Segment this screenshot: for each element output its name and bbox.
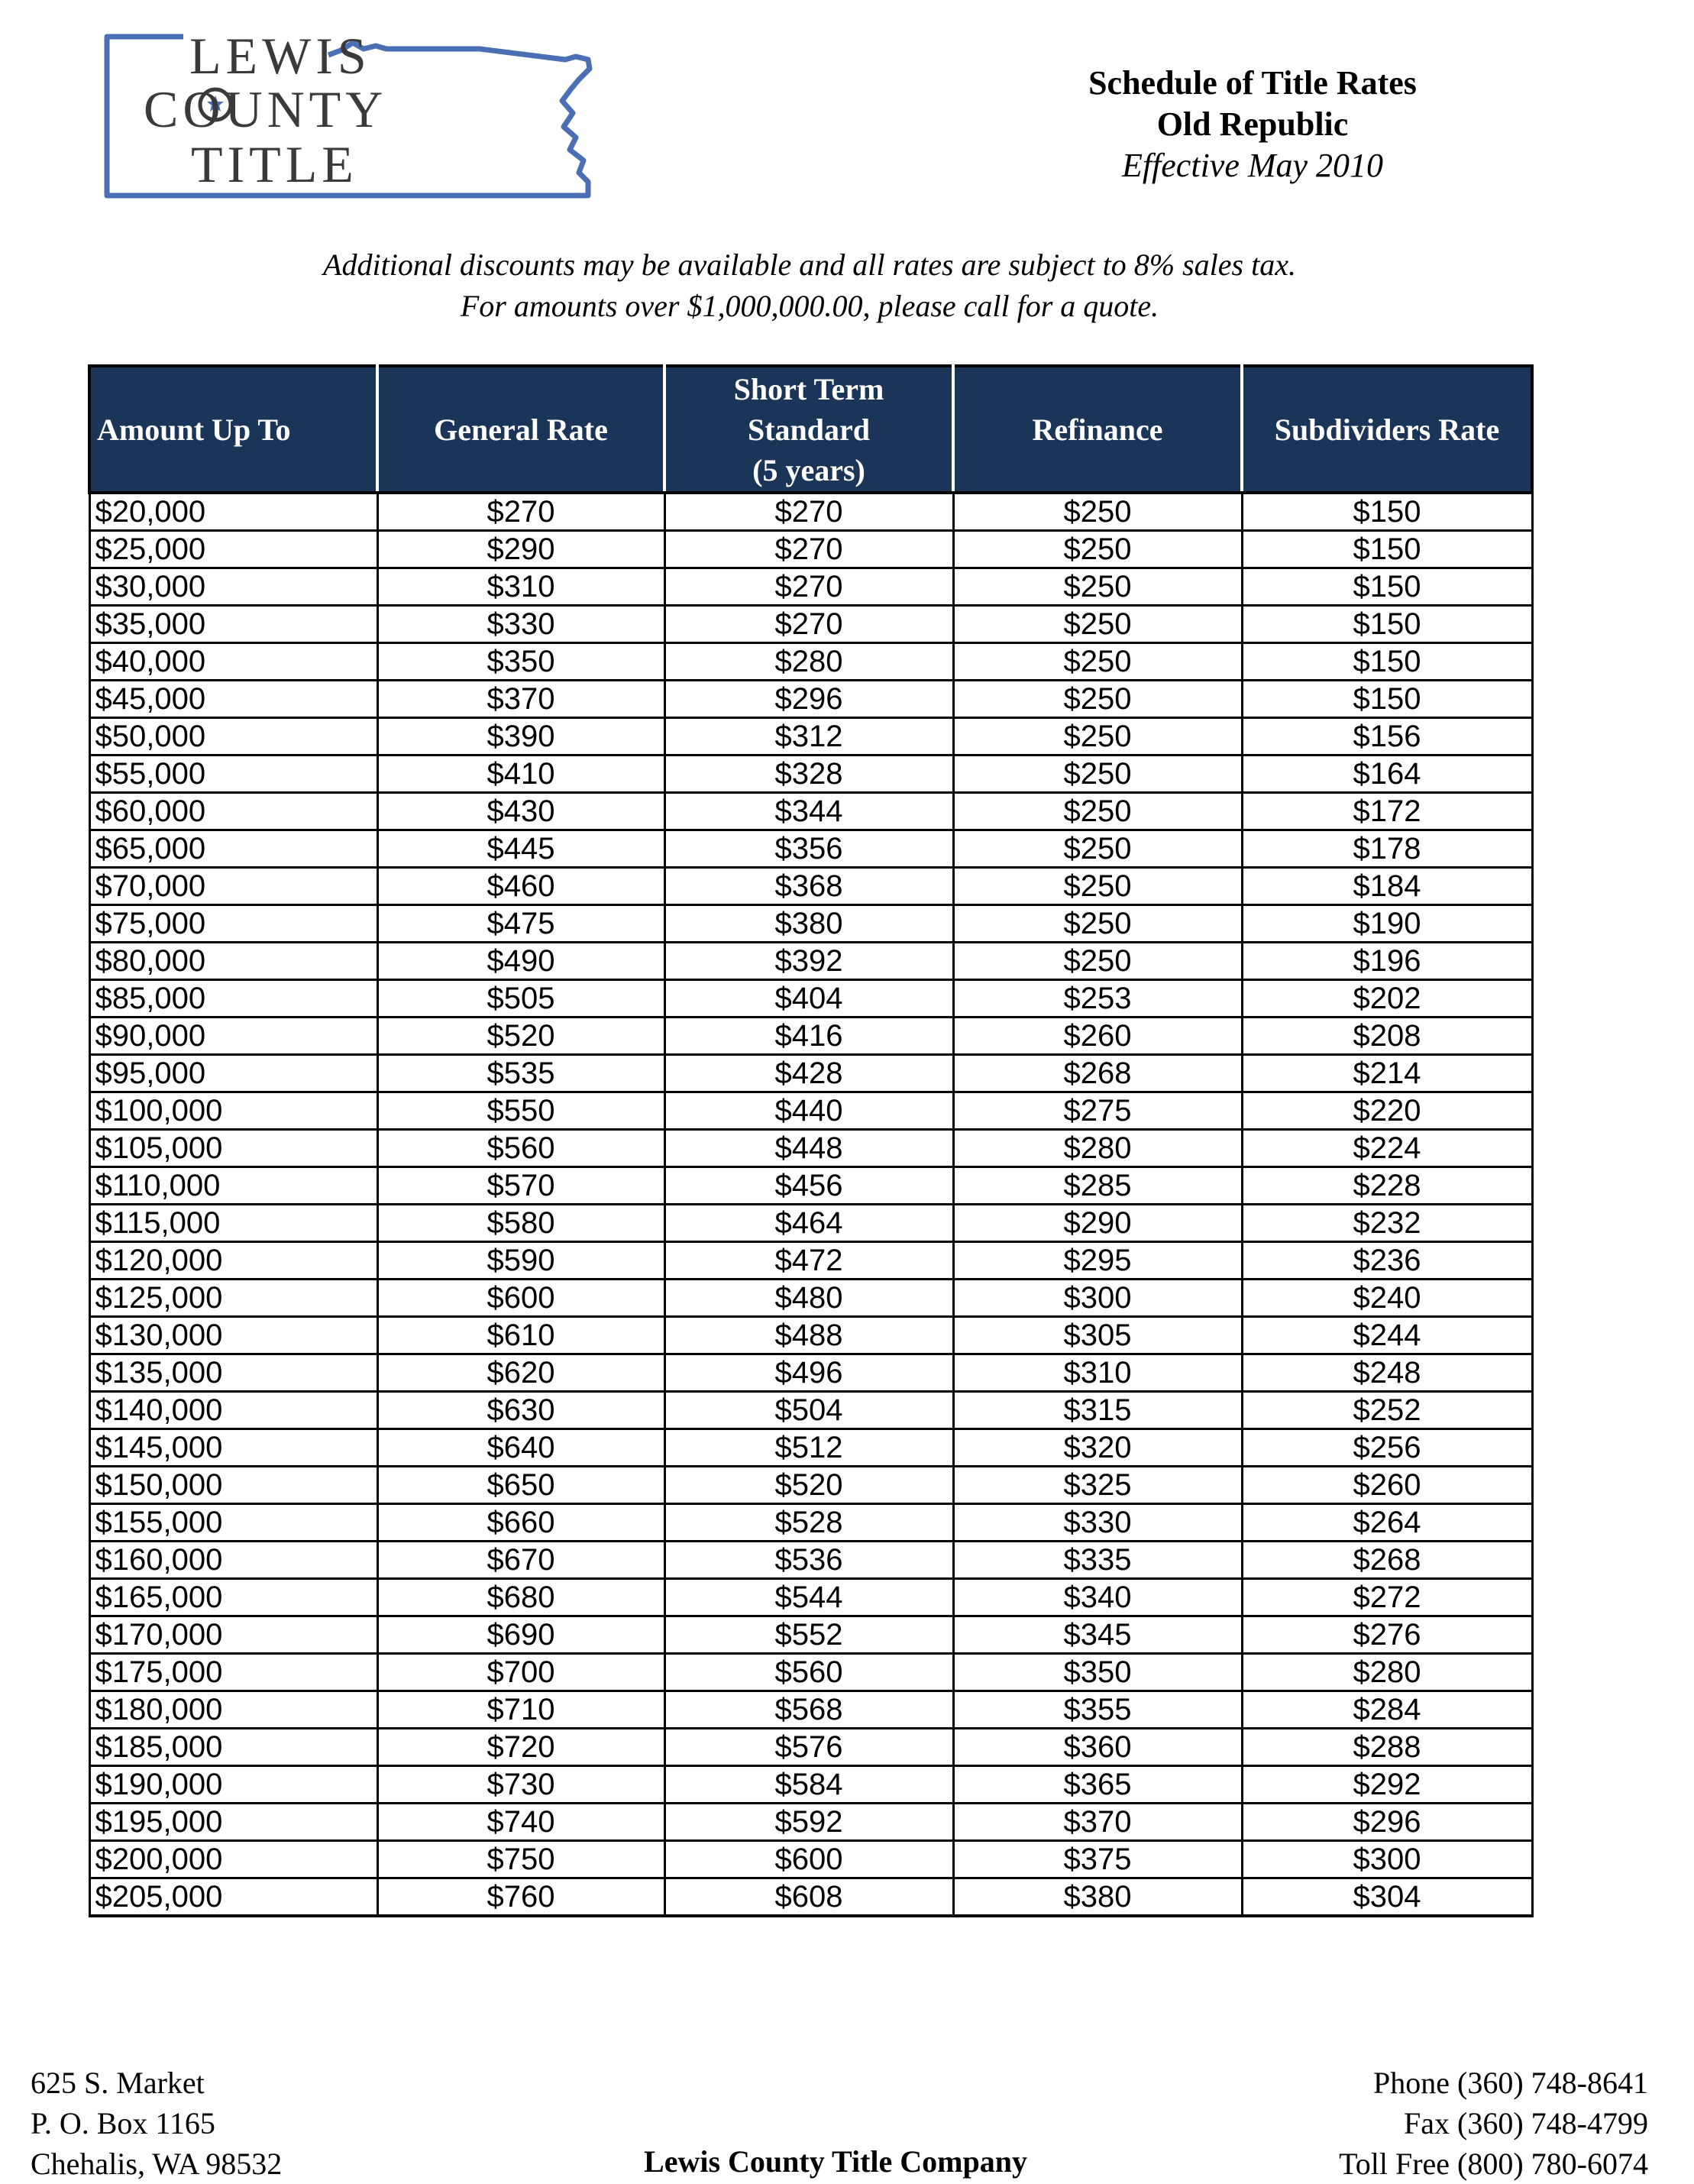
table-row xyxy=(89,1092,1532,1130)
cell-refinance: $330 xyxy=(953,1504,1242,1542)
cell-subdividers-rate: $236 xyxy=(1242,1242,1532,1280)
cell-subdividers-rate: $220 xyxy=(1242,1092,1532,1130)
cell-short-term: $448 xyxy=(664,1130,953,1167)
cell-short-term: $356 xyxy=(664,830,953,868)
table-row xyxy=(89,1729,1532,1766)
cell-amount: $145,000 xyxy=(89,1429,377,1467)
cell-short-term: $270 xyxy=(664,531,953,568)
cell-refinance: $253 xyxy=(953,980,1242,1018)
cell-refinance: $290 xyxy=(953,1205,1242,1242)
cell-subdividers-rate: $288 xyxy=(1242,1729,1532,1766)
cell-subdividers-rate: $208 xyxy=(1242,1018,1532,1055)
table-row xyxy=(89,1055,1532,1092)
cell-short-term: $520 xyxy=(664,1467,953,1504)
cell-general-rate: $590 xyxy=(377,1242,664,1280)
footer-company-name: Lewis County Title Company xyxy=(644,2144,1027,2179)
table-row xyxy=(89,1354,1532,1392)
cell-amount: $100,000 xyxy=(89,1092,377,1130)
cell-amount: $165,000 xyxy=(89,1579,377,1616)
table-row xyxy=(89,606,1532,643)
cell-general-rate: $600 xyxy=(377,1280,664,1317)
cell-general-rate: $430 xyxy=(377,793,664,830)
cell-short-term: $536 xyxy=(664,1542,953,1579)
cell-refinance: $340 xyxy=(953,1579,1242,1616)
cell-subdividers-rate: $260 xyxy=(1242,1467,1532,1504)
cell-short-term: $368 xyxy=(664,868,953,905)
cell-short-term: $428 xyxy=(664,1055,953,1092)
cell-subdividers-rate: $150 xyxy=(1242,568,1532,606)
cell-general-rate: $610 xyxy=(377,1317,664,1354)
cell-amount: $200,000 xyxy=(89,1841,377,1878)
table-row xyxy=(89,531,1532,568)
cell-amount: $85,000 xyxy=(89,980,377,1018)
cell-general-rate: $720 xyxy=(377,1729,664,1766)
cell-refinance: $260 xyxy=(953,1018,1242,1055)
cell-general-rate: $730 xyxy=(377,1766,664,1804)
cell-subdividers-rate: $172 xyxy=(1242,793,1532,830)
cell-amount: $65,000 xyxy=(89,830,377,868)
table-row xyxy=(89,1579,1532,1616)
toll-free-number: Toll Free (800) 780-6074 xyxy=(1339,2147,1648,2181)
cell-subdividers-rate: $300 xyxy=(1242,1841,1532,1878)
cell-amount: $50,000 xyxy=(89,718,377,756)
cell-refinance: $310 xyxy=(953,1354,1242,1392)
cell-subdividers-rate: $150 xyxy=(1242,643,1532,681)
cell-refinance: $250 xyxy=(953,493,1242,531)
rate-notes xyxy=(0,244,1619,327)
cell-refinance: $250 xyxy=(953,568,1242,606)
header-subdividers-rate: Subdividers Rate xyxy=(1242,366,1532,493)
cell-subdividers-rate: $184 xyxy=(1242,868,1532,905)
cell-general-rate: $700 xyxy=(377,1654,664,1691)
table-row xyxy=(89,1242,1532,1280)
cell-refinance: $380 xyxy=(953,1878,1242,1917)
cell-amount: $115,000 xyxy=(89,1205,377,1242)
cell-short-term: $296 xyxy=(664,681,953,718)
table-row xyxy=(89,1616,1532,1654)
cell-refinance: $295 xyxy=(953,1242,1242,1280)
cell-short-term: $496 xyxy=(664,1354,953,1392)
cell-general-rate: $460 xyxy=(377,868,664,905)
header-short-term-line1: Short Term xyxy=(733,371,884,406)
table-row xyxy=(89,1167,1532,1205)
quote-note: For amounts over $1,000,000.00, please call for a quote. xyxy=(460,289,1159,323)
cell-general-rate: $390 xyxy=(377,718,664,756)
table-row xyxy=(89,1392,1532,1429)
cell-refinance: $355 xyxy=(953,1691,1242,1729)
cell-short-term: $404 xyxy=(664,980,953,1018)
cell-refinance: $370 xyxy=(953,1804,1242,1841)
cell-refinance: $345 xyxy=(953,1616,1242,1654)
cell-refinance: $250 xyxy=(953,793,1242,830)
cell-refinance: $365 xyxy=(953,1766,1242,1804)
cell-refinance: $250 xyxy=(953,643,1242,681)
logo-word-lewis: LEWIS xyxy=(189,27,371,85)
cell-amount: $135,000 xyxy=(89,1354,377,1392)
cell-subdividers-rate: $292 xyxy=(1242,1766,1532,1804)
cell-amount: $25,000 xyxy=(89,531,377,568)
cell-amount: $160,000 xyxy=(89,1542,377,1579)
cell-amount: $110,000 xyxy=(89,1167,377,1205)
cell-subdividers-rate: $178 xyxy=(1242,830,1532,868)
cell-amount: $205,000 xyxy=(89,1878,377,1917)
table-row xyxy=(89,793,1532,830)
table-row xyxy=(89,943,1532,980)
logo-word-county: COUNTY xyxy=(144,80,388,138)
header-general-rate: General Rate xyxy=(377,366,664,493)
header-short-term-line3: (5 years) xyxy=(752,452,865,487)
cell-subdividers-rate: $228 xyxy=(1242,1167,1532,1205)
cell-amount: $130,000 xyxy=(89,1317,377,1354)
table-row xyxy=(89,1691,1532,1729)
cell-short-term: $592 xyxy=(664,1804,953,1841)
cell-short-term: $280 xyxy=(664,643,953,681)
cell-refinance: $250 xyxy=(953,868,1242,905)
cell-subdividers-rate: $280 xyxy=(1242,1654,1532,1691)
cell-short-term: $416 xyxy=(664,1018,953,1055)
street-address: 625 S. Market xyxy=(31,2066,205,2100)
cell-short-term: $480 xyxy=(664,1280,953,1317)
cell-subdividers-rate: $214 xyxy=(1242,1055,1532,1092)
cell-subdividers-rate: $150 xyxy=(1242,681,1532,718)
table-row xyxy=(89,1467,1532,1504)
cell-short-term: $270 xyxy=(664,568,953,606)
table-row xyxy=(89,1504,1532,1542)
cell-amount: $35,000 xyxy=(89,606,377,643)
cell-amount: $20,000 xyxy=(89,493,377,531)
cell-general-rate: $740 xyxy=(377,1804,664,1841)
logo-word-title: TITLE xyxy=(191,135,358,193)
table-row xyxy=(89,905,1532,943)
cell-subdividers-rate: $156 xyxy=(1242,718,1532,756)
header-short-term-line2: Standard xyxy=(747,412,871,447)
cell-subdividers-rate: $224 xyxy=(1242,1130,1532,1167)
table-row xyxy=(89,1804,1532,1841)
cell-refinance: $300 xyxy=(953,1280,1242,1317)
cell-amount: $120,000 xyxy=(89,1242,377,1280)
cell-general-rate: $290 xyxy=(377,531,664,568)
cell-refinance: $375 xyxy=(953,1841,1242,1878)
cell-amount: $30,000 xyxy=(89,568,377,606)
cell-short-term: $344 xyxy=(664,793,953,830)
cell-general-rate: $445 xyxy=(377,830,664,868)
cell-general-rate: $270 xyxy=(377,493,664,531)
cell-general-rate: $760 xyxy=(377,1878,664,1917)
underwriter-name: Old Republic xyxy=(1156,105,1349,143)
cell-subdividers-rate: $276 xyxy=(1242,1616,1532,1654)
cell-short-term: $512 xyxy=(664,1429,953,1467)
header-amount: Amount Up To xyxy=(89,366,377,493)
cell-subdividers-rate: $240 xyxy=(1242,1280,1532,1317)
cell-refinance: $335 xyxy=(953,1542,1242,1579)
effective-date: Effective May 2010 xyxy=(1121,147,1384,184)
cell-amount: $180,000 xyxy=(89,1691,377,1729)
cell-general-rate: $350 xyxy=(377,643,664,681)
table-row xyxy=(89,830,1532,868)
cell-subdividers-rate: $256 xyxy=(1242,1429,1532,1467)
footer-contact xyxy=(1339,2063,1648,2184)
cell-short-term: $560 xyxy=(664,1654,953,1691)
cell-amount: $75,000 xyxy=(89,905,377,943)
table-row xyxy=(89,1878,1532,1917)
cell-refinance: $320 xyxy=(953,1429,1242,1467)
table-row xyxy=(89,718,1532,756)
cell-refinance: $250 xyxy=(953,756,1242,793)
city-state-zip: Chehalis, WA 98532 xyxy=(31,2147,283,2181)
cell-refinance: $315 xyxy=(953,1392,1242,1429)
rate-table xyxy=(88,364,1534,1917)
cell-general-rate: $535 xyxy=(377,1055,664,1092)
cell-refinance: $250 xyxy=(953,531,1242,568)
cell-amount: $60,000 xyxy=(89,793,377,830)
cell-amount: $70,000 xyxy=(89,868,377,905)
cell-short-term: $552 xyxy=(664,1616,953,1654)
table-row xyxy=(89,1317,1532,1354)
cell-short-term: $312 xyxy=(664,718,953,756)
cell-general-rate: $330 xyxy=(377,606,664,643)
cell-general-rate: $410 xyxy=(377,756,664,793)
cell-subdividers-rate: $248 xyxy=(1242,1354,1532,1392)
cell-short-term: $504 xyxy=(664,1392,953,1429)
cell-refinance: $250 xyxy=(953,681,1242,718)
cell-general-rate: $750 xyxy=(377,1841,664,1878)
cell-refinance: $250 xyxy=(953,830,1242,868)
cell-refinance: $305 xyxy=(953,1317,1242,1354)
cell-general-rate: $620 xyxy=(377,1354,664,1392)
fax-number: Fax (360) 748-4799 xyxy=(1404,2106,1648,2140)
table-row xyxy=(89,493,1532,531)
cell-amount: $150,000 xyxy=(89,1467,377,1504)
table-row xyxy=(89,1654,1532,1691)
cell-amount: $40,000 xyxy=(89,643,377,681)
cell-short-term: $392 xyxy=(664,943,953,980)
table-row xyxy=(89,1205,1532,1242)
cell-amount: $105,000 xyxy=(89,1130,377,1167)
cell-general-rate: $505 xyxy=(377,980,664,1018)
cell-general-rate: $660 xyxy=(377,1504,664,1542)
cell-short-term: $464 xyxy=(664,1205,953,1242)
cell-amount: $125,000 xyxy=(89,1280,377,1317)
cell-general-rate: $370 xyxy=(377,681,664,718)
cell-general-rate: $550 xyxy=(377,1092,664,1130)
cell-subdividers-rate: $164 xyxy=(1242,756,1532,793)
cell-amount: $90,000 xyxy=(89,1018,377,1055)
cell-short-term: $270 xyxy=(664,606,953,643)
company-logo xyxy=(99,15,603,206)
cell-amount: $95,000 xyxy=(89,1055,377,1092)
cell-refinance: $250 xyxy=(953,943,1242,980)
cell-refinance: $350 xyxy=(953,1654,1242,1691)
table-row xyxy=(89,643,1532,681)
cell-subdividers-rate: $150 xyxy=(1242,606,1532,643)
cell-refinance: $280 xyxy=(953,1130,1242,1167)
cell-general-rate: $560 xyxy=(377,1130,664,1167)
cell-amount: $55,000 xyxy=(89,756,377,793)
cell-general-rate: $520 xyxy=(377,1018,664,1055)
cell-amount: $185,000 xyxy=(89,1729,377,1766)
cell-subdividers-rate: $304 xyxy=(1242,1878,1532,1917)
cell-refinance: $250 xyxy=(953,606,1242,643)
cell-short-term: $544 xyxy=(664,1579,953,1616)
cell-short-term: $380 xyxy=(664,905,953,943)
cell-short-term: $456 xyxy=(664,1167,953,1205)
cell-general-rate: $475 xyxy=(377,905,664,943)
table-row xyxy=(89,980,1532,1018)
cell-short-term: $576 xyxy=(664,1729,953,1766)
table-row xyxy=(89,681,1532,718)
table-row xyxy=(89,756,1532,793)
cell-refinance: $325 xyxy=(953,1467,1242,1504)
cell-subdividers-rate: $232 xyxy=(1242,1205,1532,1242)
cell-refinance: $250 xyxy=(953,905,1242,943)
cell-refinance: $360 xyxy=(953,1729,1242,1766)
cell-refinance: $250 xyxy=(953,718,1242,756)
sales-tax-note: Additional discounts may be available and all rates are subject to 8% sales tax. xyxy=(323,248,1296,282)
cell-general-rate: $640 xyxy=(377,1429,664,1467)
cell-amount: $45,000 xyxy=(89,681,377,718)
cell-general-rate: $690 xyxy=(377,1616,664,1654)
cell-subdividers-rate: $244 xyxy=(1242,1317,1532,1354)
cell-short-term: $528 xyxy=(664,1504,953,1542)
cell-subdividers-rate: $196 xyxy=(1242,943,1532,980)
table-row xyxy=(89,1841,1532,1878)
cell-general-rate: $630 xyxy=(377,1392,664,1429)
rate-table-body xyxy=(89,493,1532,1916)
cell-short-term: $472 xyxy=(664,1242,953,1280)
cell-short-term: $608 xyxy=(664,1878,953,1917)
cell-subdividers-rate: $268 xyxy=(1242,1542,1532,1579)
cell-general-rate: $310 xyxy=(377,568,664,606)
cell-amount: $190,000 xyxy=(89,1766,377,1804)
cell-short-term: $328 xyxy=(664,756,953,793)
cell-refinance: $268 xyxy=(953,1055,1242,1092)
cell-short-term: $584 xyxy=(664,1766,953,1804)
cell-subdividers-rate: $252 xyxy=(1242,1392,1532,1429)
cell-subdividers-rate: $150 xyxy=(1242,531,1532,568)
table-row xyxy=(89,1429,1532,1467)
document-title-block xyxy=(993,63,1512,186)
cell-amount: $80,000 xyxy=(89,943,377,980)
cell-short-term: $600 xyxy=(664,1841,953,1878)
document-title: Schedule of Title Rates xyxy=(1088,64,1417,102)
table-row xyxy=(89,568,1532,606)
cell-refinance: $285 xyxy=(953,1167,1242,1205)
po-box: P. O. Box 1165 xyxy=(31,2106,215,2140)
cell-short-term: $270 xyxy=(664,493,953,531)
table-row xyxy=(89,1766,1532,1804)
cell-general-rate: $680 xyxy=(377,1579,664,1616)
header-refinance: Refinance xyxy=(953,366,1242,493)
cell-refinance: $275 xyxy=(953,1092,1242,1130)
table-row xyxy=(89,1542,1532,1579)
cell-amount: $170,000 xyxy=(89,1616,377,1654)
cell-general-rate: $710 xyxy=(377,1691,664,1729)
cell-subdividers-rate: $150 xyxy=(1242,493,1532,531)
cell-general-rate: $650 xyxy=(377,1467,664,1504)
cell-general-rate: $570 xyxy=(377,1167,664,1205)
cell-short-term: $488 xyxy=(664,1317,953,1354)
header-short-term xyxy=(664,366,953,493)
cell-subdividers-rate: $190 xyxy=(1242,905,1532,943)
table-row xyxy=(89,1018,1532,1055)
cell-amount: $155,000 xyxy=(89,1504,377,1542)
phone-number: Phone (360) 748-8641 xyxy=(1373,2066,1648,2100)
cell-general-rate: $670 xyxy=(377,1542,664,1579)
cell-short-term: $440 xyxy=(664,1092,953,1130)
cell-subdividers-rate: $272 xyxy=(1242,1579,1532,1616)
table-row xyxy=(89,1280,1532,1317)
table-row xyxy=(89,1130,1532,1167)
cell-amount: $195,000 xyxy=(89,1804,377,1841)
cell-general-rate: $580 xyxy=(377,1205,664,1242)
cell-subdividers-rate: $202 xyxy=(1242,980,1532,1018)
cell-subdividers-rate: $264 xyxy=(1242,1504,1532,1542)
cell-amount: $140,000 xyxy=(89,1392,377,1429)
table-header-row xyxy=(89,366,1532,493)
cell-subdividers-rate: $296 xyxy=(1242,1804,1532,1841)
cell-amount: $175,000 xyxy=(89,1654,377,1691)
cell-short-term: $568 xyxy=(664,1691,953,1729)
cell-general-rate: $490 xyxy=(377,943,664,980)
table-row xyxy=(89,868,1532,905)
cell-subdividers-rate: $284 xyxy=(1242,1691,1532,1729)
